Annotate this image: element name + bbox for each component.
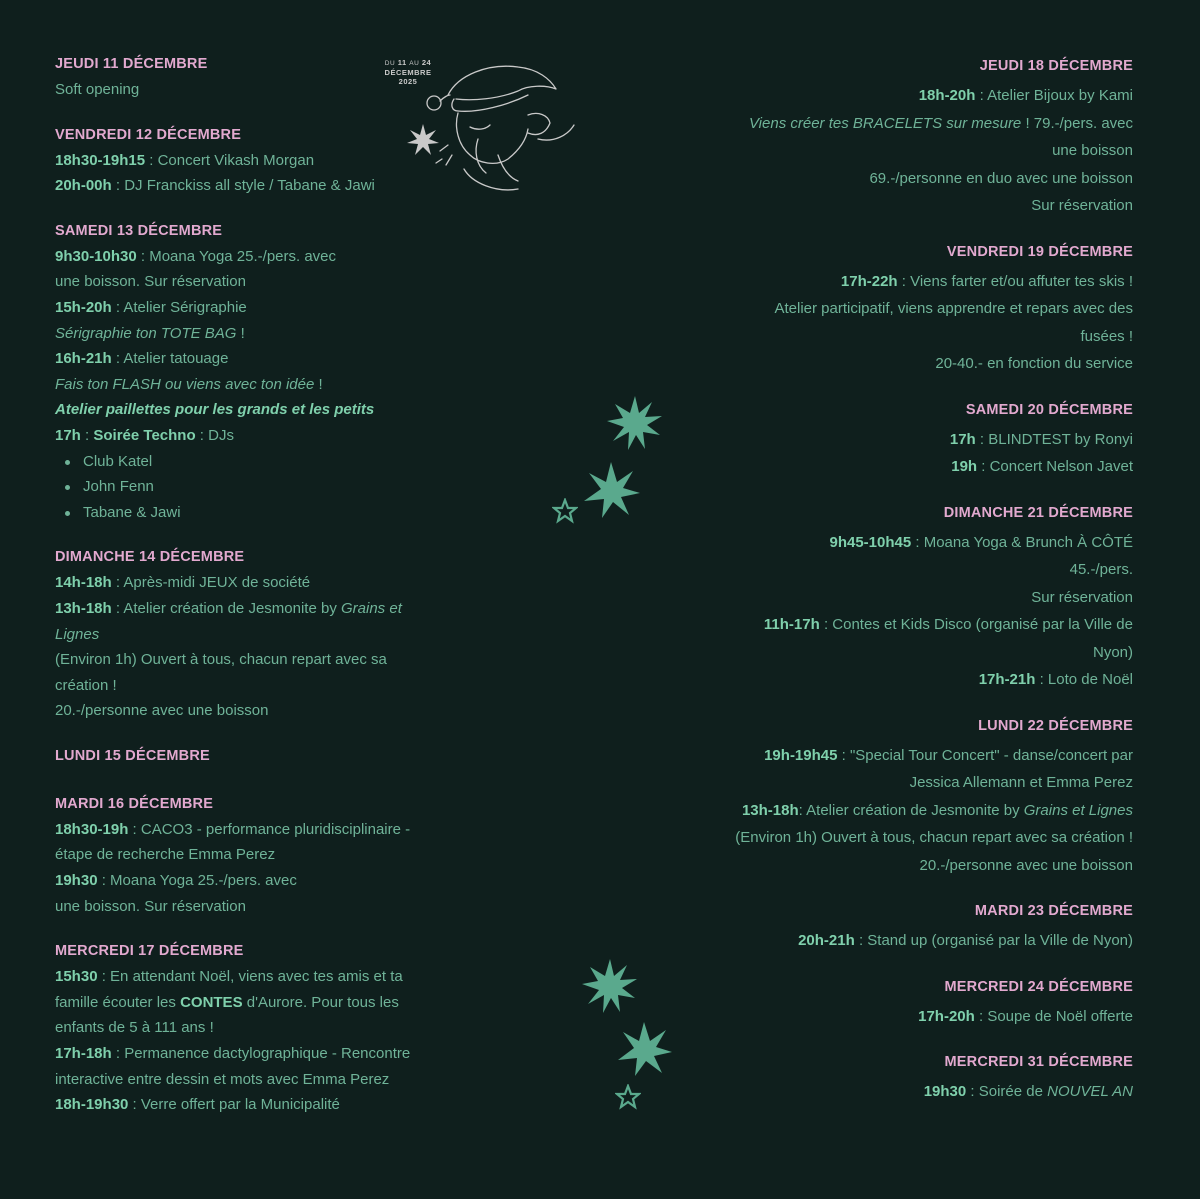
event-line: 20.-/personne avec une boisson <box>55 702 269 720</box>
star-outline-icon <box>615 1084 641 1110</box>
event-time: 17h <box>55 426 81 444</box>
event-line: Fais ton FLASH ou viens avec ton idée ! <box>55 375 323 393</box>
day-title: JEUDI 18 DÉCEMBRE <box>979 58 1133 74</box>
event-line: 18h30-19h15 : Concert Vikash Morgan <box>55 151 315 169</box>
event-line: 9h45-10h45 : Moana Yoga & Brunch À CÔTÉ <box>829 533 1133 551</box>
day-22 <box>673 718 1133 880</box>
event-line: 45.-/pers. <box>1069 561 1133 578</box>
event-time: 14h-18h <box>55 574 112 592</box>
day-title: SAMEDI 13 DÉCEMBRE <box>55 222 223 239</box>
day-title: LUNDI 22 DÉCEMBRE <box>978 717 1133 734</box>
day-14 <box>55 549 455 724</box>
star-outline-icon <box>552 498 578 524</box>
day-11 <box>55 56 455 103</box>
event-time: 13h-18h <box>741 801 799 819</box>
event-time: 20h-00h <box>55 177 112 195</box>
dj-list <box>55 449 455 526</box>
day-title: DIMANCHE 21 DÉCEMBRE <box>943 504 1133 521</box>
event-line: 11h-17h : Contes et Kids Disco (organisé par la Ville de <box>763 616 1133 633</box>
day-19 <box>673 244 1133 378</box>
event-time: 19h-19h45 <box>764 746 838 764</box>
event-line: 18h-19h30 : Verre offert par la Municipalité <box>55 1096 340 1114</box>
list-item: Club Katel <box>83 449 455 475</box>
event-line: interactive entre dessin et mots avec Emma Perez <box>55 1070 390 1088</box>
logo-date: DU 11 AU 24 DÉCEMBRE 2025 <box>384 58 432 86</box>
event-line: Lignes <box>55 625 100 643</box>
event-line: (Environ 1h) Ouvert à tous, chacun repart avec sa <box>55 651 387 669</box>
event-line: 15h30 : En attendant Noël, viens avec tes amis et ta <box>55 968 403 986</box>
event-time: 18h30-19h <box>55 820 129 838</box>
day-title: VENDREDI 12 DÉCEMBRE <box>55 126 242 143</box>
day-20 <box>673 402 1133 481</box>
day-12 <box>55 127 455 199</box>
event-line: 9h30-10h30 : Moana Yoga 25.-/pers. avec <box>55 247 337 265</box>
event-line: Sur réservation <box>1031 197 1133 214</box>
day-title: DIMANCHE 14 DÉCEMBRE <box>55 549 245 566</box>
event-line: 16h-21h : Atelier tatouage <box>55 350 229 368</box>
event-line: 13h-18h: Atelier création de Jesmonite by Grains et Lignes <box>741 801 1133 819</box>
event-time: 19h30 <box>923 1083 967 1100</box>
event-line: Soft opening <box>55 81 140 98</box>
event-line: 17h-20h : Soupe de Noël offerte <box>918 1007 1133 1025</box>
day-title: MERCREDI 31 DÉCEMBRE <box>944 1054 1133 1070</box>
event-line: 13h-18h : Atelier création de Jesmonite by Grains et <box>55 599 402 617</box>
day-title: MERCREDI 24 DÉCEMBRE <box>944 978 1133 995</box>
event-line: 20h-21h : Stand up (organisé par la Ville de Nyon) <box>798 932 1133 949</box>
right-column <box>673 58 1133 1130</box>
event-time: 17h <box>949 430 976 448</box>
event-time: 17h-20h <box>918 1007 975 1025</box>
event-line: 19h-19h45 : "Special Tour Concert" - danse/concert par <box>764 746 1133 764</box>
star-icon <box>605 394 665 454</box>
event-line: Viens créer tes BRACELETS sur mesure ! 79.-/pers. avec <box>748 114 1133 132</box>
event-line: une boisson. Sur réservation <box>55 273 246 291</box>
event-line: 14h-18h : Après-midi JEUX de société <box>55 574 311 592</box>
day-31 <box>673 1054 1133 1106</box>
event-line: Jessica Allemann et Emma Perez <box>909 774 1133 791</box>
event-line: 19h30 : Moana Yoga 25.-/pers. avec <box>55 872 297 890</box>
day-24 <box>673 979 1133 1031</box>
day-13 <box>55 223 455 526</box>
event-line: 17h-18h : Permanence dactylographique - Rencontre <box>55 1045 411 1063</box>
event-time: 9h30-10h30 <box>55 247 137 265</box>
event-time: 18h-19h30 <box>55 1096 129 1114</box>
day-15 <box>55 748 455 764</box>
event-line: famille écouter les CONTES d'Aurore. Pour tous les <box>55 993 399 1011</box>
event-time: 16h-21h <box>55 350 112 368</box>
event-line: 17h-22h : Viens farter et/ou affuter tes skis ! <box>840 272 1133 290</box>
event-line: fusées ! <box>1080 327 1133 345</box>
event-time: 15h30 <box>55 968 98 986</box>
event-time: 11h-17h <box>763 616 820 633</box>
event-line: 20.-/personne avec une boisson <box>919 856 1133 874</box>
event-line: 19h30 : Soirée de NOUVEL AN <box>923 1083 1133 1100</box>
day-title: MERCREDI 17 DÉCEMBRE <box>55 943 244 960</box>
event-time: 17h-22h <box>840 272 898 290</box>
event-time: 15h-20h <box>55 298 112 316</box>
day-16 <box>55 796 455 919</box>
event-line: une boisson <box>1052 142 1133 159</box>
star-icon <box>580 957 640 1017</box>
day-23 <box>673 903 1133 955</box>
left-column <box>55 56 455 1142</box>
event-time: 17h-21h <box>978 671 1036 688</box>
star-icon <box>614 1020 674 1080</box>
event-line: Atelier paillettes pour les grands et les petits <box>55 401 375 419</box>
event-line: 20h-00h : DJ Franckiss all style / Tabane & Jawi <box>55 177 375 195</box>
event-time: 20h-21h <box>798 932 855 949</box>
event-line: création ! <box>55 676 117 694</box>
event-time: 9h45-10h45 <box>829 533 912 551</box>
event-time: 19h <box>951 458 978 475</box>
day-title: MARDI 23 DÉCEMBRE <box>974 903 1133 919</box>
list-item: Tabane & Jawi <box>83 500 455 526</box>
event-line: étape de recherche Emma Perez <box>55 846 276 864</box>
event-line: 17h : Soirée Techno : DJs <box>55 426 234 444</box>
event-time: 19h30 <box>55 872 98 890</box>
event-line: 18h30-19h : CACO3 - performance pluridisciplinaire - <box>55 820 411 838</box>
event-line: Atelier participatif, viens apprendre et repars avec des <box>774 300 1133 317</box>
event-line: Sérigraphie ton TOTE BAG ! <box>55 324 245 342</box>
event-line: 19h : Concert Nelson Javet <box>951 458 1133 475</box>
day-title: JEUDI 11 DÉCEMBRE <box>55 56 208 72</box>
day-21 <box>673 505 1133 694</box>
day-title: LUNDI 15 DÉCEMBRE <box>55 747 210 764</box>
list-item: John Fenn <box>83 474 455 500</box>
event-time: 17h-18h <box>55 1045 112 1063</box>
event-time: 13h-18h <box>55 599 112 617</box>
day-17 <box>55 943 455 1118</box>
day-title: SAMEDI 20 DÉCEMBRE <box>965 401 1133 418</box>
event-time: 18h30-19h15 <box>55 151 146 169</box>
event-line: Nyon) <box>1092 643 1133 661</box>
event-time: 18h-20h <box>918 87 976 104</box>
event-line: 20-40.- en fonction du service <box>935 355 1133 372</box>
event-line: 17h : BLINDTEST by Ronyi <box>949 430 1133 448</box>
event-line: 69.-/personne en duo avec une boisson <box>869 169 1133 187</box>
event-line: enfants de 5 à 111 ans ! <box>55 1019 214 1037</box>
event-line: 18h-20h : Atelier Bijoux by Kami <box>918 87 1133 104</box>
day-title: VENDREDI 19 DÉCEMBRE <box>946 243 1133 260</box>
event-line: (Environ 1h) Ouvert à tous, chacun repart avec sa création ! <box>735 829 1133 846</box>
day-title: MARDI 16 DÉCEMBRE <box>55 795 214 812</box>
event-line: 15h-20h : Atelier Sérigraphie <box>55 298 247 316</box>
star-icon <box>580 460 642 522</box>
event-line: Sur réservation <box>1031 588 1133 606</box>
event-line: 17h-21h : Loto de Noël <box>978 671 1133 688</box>
day-18 <box>673 58 1133 220</box>
event-line: une boisson. Sur réservation <box>55 897 246 915</box>
